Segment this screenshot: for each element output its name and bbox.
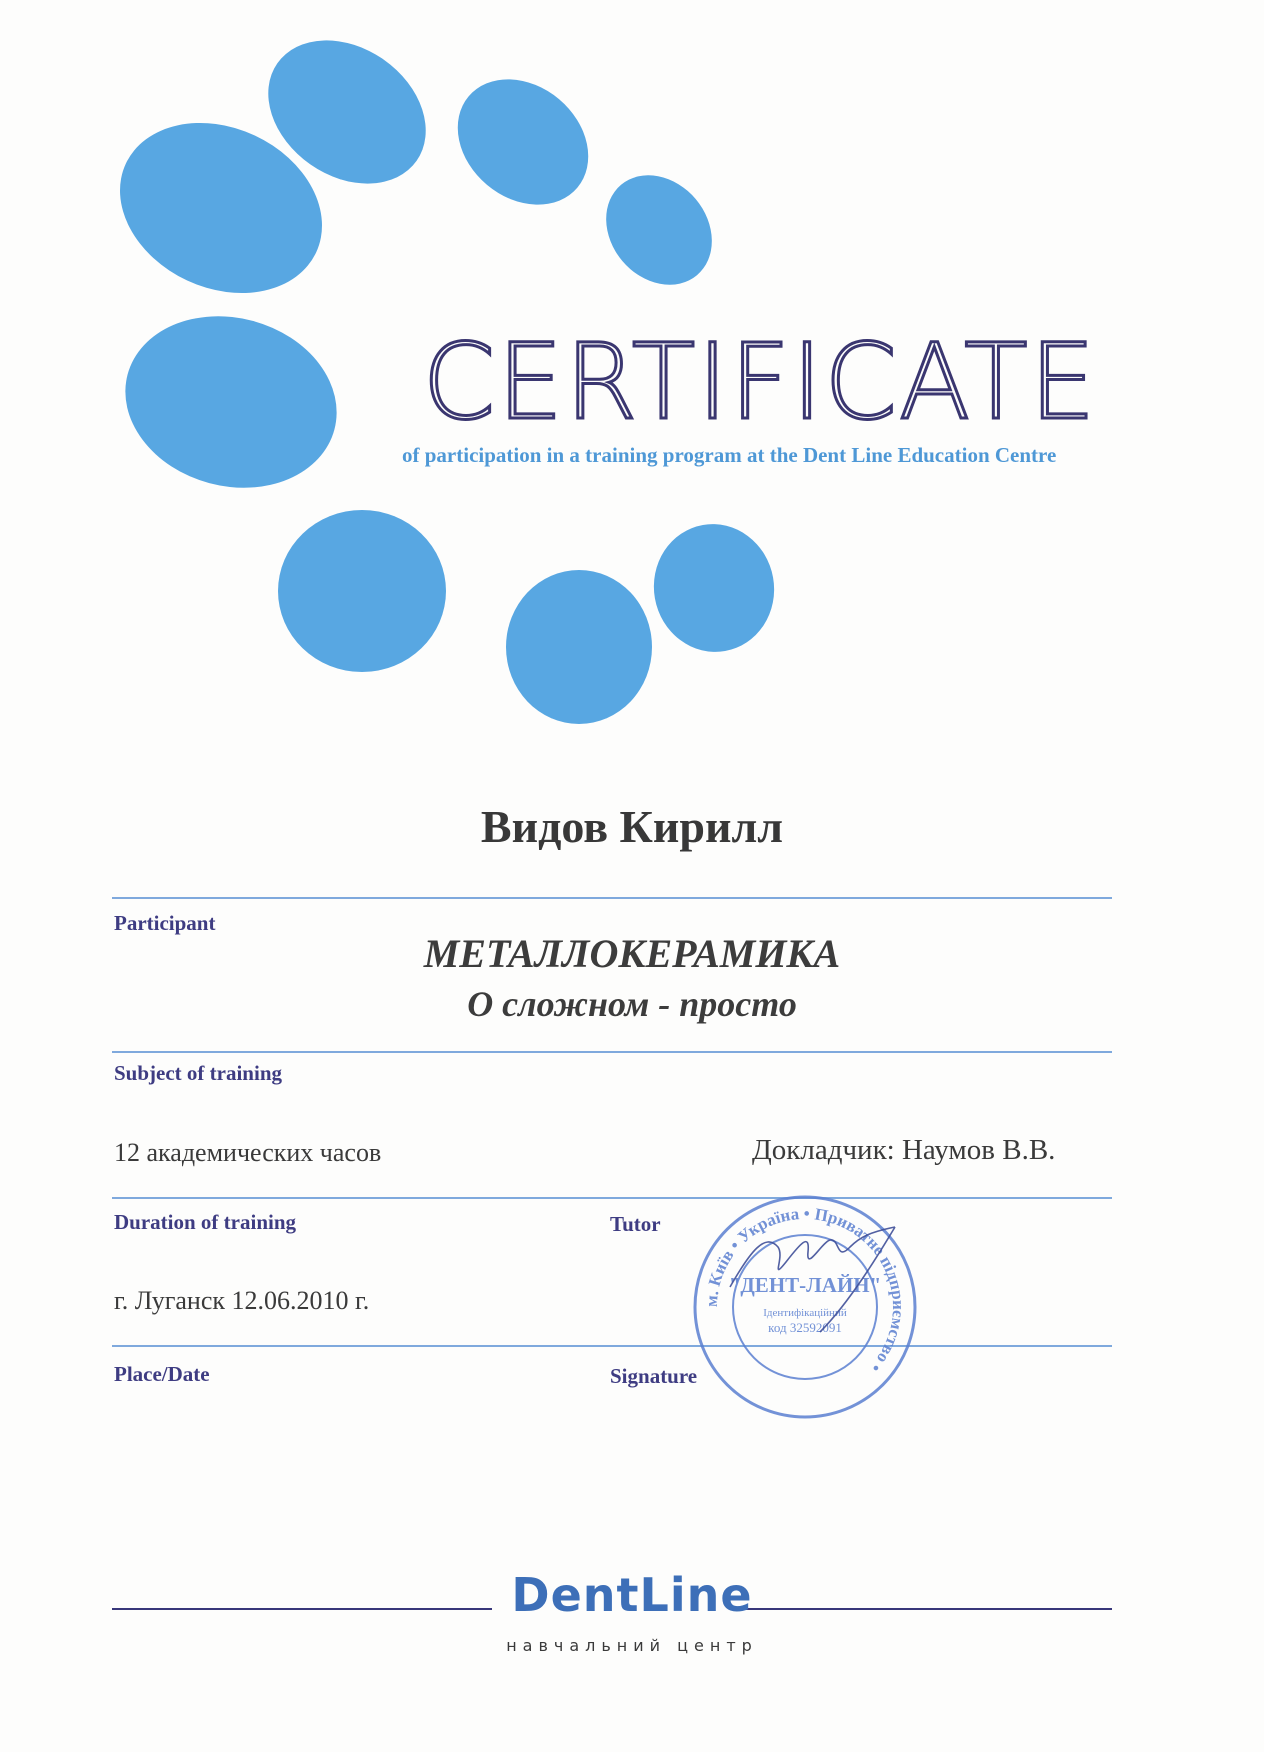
participant-rule <box>112 897 1112 899</box>
stamp-id-code: код 32592091 <box>768 1320 842 1335</box>
participant-label: Participant <box>114 911 216 935</box>
duration-value: 12 академических часов <box>114 1138 382 1167</box>
company-stamp <box>690 1192 920 1422</box>
decor-dot-7 <box>506 570 652 724</box>
tutor-label: Tutor <box>610 1212 661 1236</box>
stamp-center-name: "ДЕНТ-ЛАЙН" <box>728 1273 882 1297</box>
decor-dot-5 <box>106 293 356 511</box>
certificate-subtitle: of participation in a training program at the Dent Line Education Centre <box>402 443 1057 467</box>
decor-dot-4 <box>584 154 733 306</box>
subject-rule <box>112 1051 1112 1053</box>
dentline-logo: DentLine <box>511 1568 753 1622</box>
subject-label: Subject of training <box>114 1061 282 1085</box>
duration-rule <box>112 1197 1112 1199</box>
dentline-logo-caption: навчальний центр <box>506 1636 758 1655</box>
decor-dot-6 <box>278 510 446 672</box>
stamp-outer-text: м. Київ • Україна • Приватне підприємство • <box>701 1203 909 1377</box>
certificate-title <box>400 312 1120 452</box>
tutor-value: Докладчик: Наумов В.В. <box>752 1134 1056 1166</box>
subject-line-1: МЕТАЛЛОКЕРАМИКА <box>423 931 841 976</box>
subject-line-2: О сложном - просто <box>467 984 797 1024</box>
duration-label: Duration of training <box>114 1210 297 1234</box>
stamp-id-caption: Ідентифікаційний <box>763 1307 847 1319</box>
signature-label: Signature <box>610 1364 698 1388</box>
place-date-value: г. Луганск 12.06.2010 г. <box>114 1286 370 1315</box>
place-date-rule <box>112 1345 1112 1347</box>
certificate-title-text: CERTIFICATE <box>422 321 1098 443</box>
decor-dot-8 <box>644 515 784 662</box>
place-date-label: Place/Date <box>114 1362 210 1386</box>
decor-dot-3 <box>433 53 614 230</box>
participant-name: Видов Кирилл <box>480 801 784 852</box>
